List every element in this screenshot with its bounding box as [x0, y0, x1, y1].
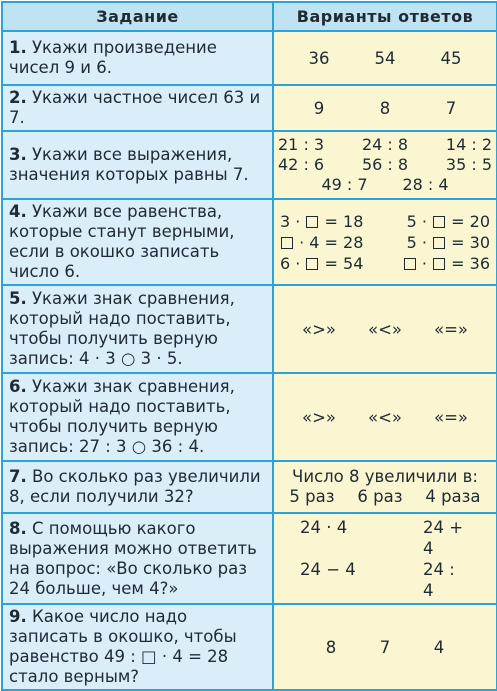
question-text: Во сколько раз увеличили 8, если получили 32?: [9, 467, 261, 506]
answer-option[interactable]: «>»: [301, 407, 336, 427]
answers-7: [273, 461, 497, 513]
question-text: Укажи все равенства, которые станут верными, если в окошко записать число 6.: [9, 202, 235, 281]
question-text: С помощью какого выражения можно ответить на вопрос: «Во сколько раз 24 больше, чем 4?»: [9, 518, 257, 598]
answers-5: [273, 285, 497, 373]
question-row-6: [2, 373, 497, 461]
equation-right: = 36: [451, 253, 490, 273]
answer-option[interactable]: [385, 211, 490, 232]
quiz-table: [1, 1, 497, 691]
answers-3: [273, 131, 497, 199]
answer-option[interactable]: «=»: [433, 319, 468, 339]
answer-option[interactable]: «<»: [367, 407, 402, 427]
question-text: Укажи произведение чисел 9 и 6.: [9, 38, 217, 77]
header-task: Задание: [2, 2, 273, 31]
question-5: [2, 285, 273, 373]
answer-option[interactable]: 24 : 4: [423, 559, 455, 600]
question-text: Укажи знак сравнения, который надо поставить, чтобы получить верную запись: 4 · 3 ○ 3 · 5.: [9, 289, 235, 368]
equation-left: 5 ·: [406, 232, 427, 252]
equation-left: 3 ·: [280, 211, 301, 231]
blank-box: [306, 258, 318, 270]
answer-option[interactable]: 6 раз: [357, 487, 403, 506]
header-answers: Варианты ответов: [273, 2, 497, 31]
answer-option[interactable]: 7: [445, 98, 457, 118]
equation-right: = 30: [451, 232, 490, 252]
blank-box: [433, 216, 445, 228]
question-text: Укажи все выражения, значения которых равны 7.: [9, 145, 249, 184]
answer-option[interactable]: 54: [374, 48, 396, 68]
equation-left: 6 ·: [280, 253, 301, 273]
answer-option[interactable]: · = 36: [385, 253, 490, 274]
answer-option[interactable]: 28 : 4: [402, 175, 449, 194]
equation-right: = 54: [324, 253, 364, 273]
answer-option[interactable]: 8: [325, 637, 337, 657]
question-6: [2, 373, 273, 461]
blank-box: [306, 216, 318, 228]
answer-option[interactable]: 4: [433, 637, 445, 657]
question-number: 6.: [9, 377, 27, 396]
answer-option[interactable]: 4 раза: [425, 487, 481, 506]
answer-option[interactable]: [280, 253, 385, 274]
question-9: [2, 604, 273, 690]
answers-1: [273, 31, 497, 85]
answer-option[interactable]: 9: [313, 98, 325, 118]
answer-option[interactable]: 36: [308, 48, 330, 68]
equation-left: 5 ·: [406, 211, 427, 231]
answer-option[interactable]: [385, 232, 490, 253]
answer-option[interactable]: 14 : 2: [445, 135, 492, 154]
blank-box: [433, 237, 445, 249]
answer-option[interactable]: 21 : 3: [278, 135, 325, 154]
answer-option[interactable]: 7: [379, 637, 391, 657]
answers-4: [273, 199, 497, 285]
answer-option[interactable]: 49 : 7: [321, 175, 368, 194]
blank-box: [433, 258, 445, 270]
question-row-9: [2, 604, 497, 690]
answer-option[interactable]: 24 · 4: [300, 517, 348, 537]
answer-lead: Число 8 увеличили в:: [292, 467, 478, 486]
header-row: [2, 2, 497, 31]
question-number: 1.: [9, 38, 27, 57]
question-text: Укажи знак сравнения, который надо поставить, чтобы получить верную запись: 27 : 3 ○ 36 : 4.: [9, 377, 235, 456]
question-row-7: [2, 461, 497, 513]
blank-box: [281, 237, 293, 249]
answer-option[interactable]: [280, 232, 385, 253]
question-number: 5.: [9, 289, 27, 308]
answers-2: [273, 85, 497, 131]
question-row-2: [2, 85, 497, 131]
question-2: [2, 85, 273, 131]
question-number: 3.: [9, 145, 27, 164]
question-number: 2.: [9, 88, 27, 107]
question-3: [2, 131, 273, 199]
question-7: [2, 461, 273, 513]
answer-option[interactable]: 24 + 4: [423, 517, 464, 558]
answer-option[interactable]: 5 раз: [289, 487, 335, 506]
question-8: [2, 513, 273, 604]
answer-option[interactable]: 45: [440, 48, 462, 68]
answer-option[interactable]: [280, 211, 385, 232]
answer-option[interactable]: «=»: [433, 407, 468, 427]
question-row-1: [2, 31, 497, 85]
question-row-8: [2, 513, 497, 604]
answers-6: [273, 373, 497, 461]
answer-option[interactable]: 56 : 8: [361, 155, 409, 174]
question-text: Какое число надо записать в окошко, чтобы равенство 49 : □ · 4 = 28 стало верным?: [9, 607, 237, 686]
question-row-4: [2, 199, 497, 285]
answer-option[interactable]: «>»: [301, 319, 336, 339]
answers-9: [273, 604, 497, 690]
equation-right: · 4 = 28: [299, 232, 364, 252]
answer-option[interactable]: 42 : 6: [278, 155, 325, 174]
answer-option[interactable]: 35 : 5: [445, 155, 492, 174]
answer-option[interactable]: «<»: [367, 319, 402, 339]
question-number: 8.: [9, 518, 27, 538]
answer-option[interactable]: 24 − 4: [300, 559, 356, 579]
question-number: 9.: [9, 607, 27, 626]
question-row-3: [2, 131, 497, 199]
answer-option[interactable]: 24 : 8: [361, 135, 409, 154]
question-4: [2, 199, 273, 285]
equation-right: = 20: [451, 211, 490, 231]
blank-box: [404, 258, 416, 270]
equation-right: = 18: [324, 211, 364, 231]
question-number: 4.: [9, 202, 27, 221]
question-row-5: [2, 285, 497, 373]
answers-8: [273, 513, 497, 604]
question-1: [2, 31, 273, 85]
question-text: Укажи частное чисел 63 и 7.: [9, 88, 261, 127]
question-number: 7.: [9, 467, 27, 486]
answer-option[interactable]: 8: [379, 98, 391, 118]
